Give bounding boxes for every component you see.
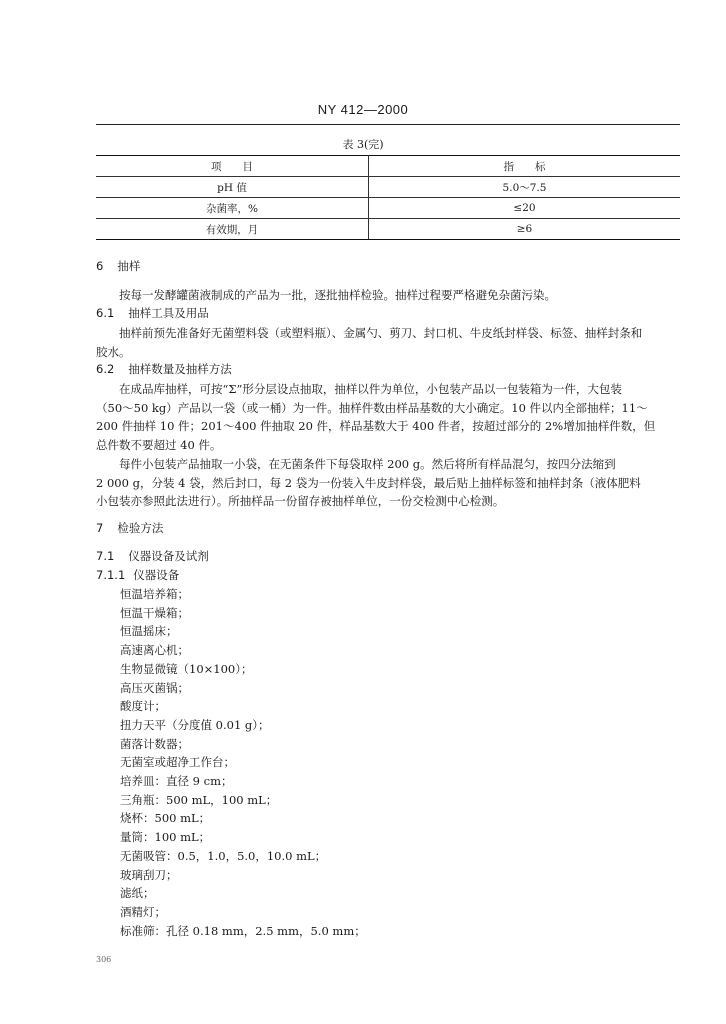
section-number: 6 <box>96 259 104 273</box>
section-number: 6.2 <box>96 362 115 376</box>
paragraph-line: 200 件抽样 10 件；201～400 件抽取 20 件，样品基数大于 400 件者，按超过部分的 2%增加抽样件数，但 <box>96 419 656 434</box>
section-title: 抽样 <box>117 259 141 273</box>
table-row <box>96 177 680 198</box>
list-item: 三角瓶：500 mL，100 mL； <box>120 792 278 807</box>
section-6-2-paragraph-1 <box>96 380 680 454</box>
list-item: 生物显微镜（10×100）； <box>120 661 253 676</box>
table-caption: 表 3(完) <box>342 138 384 151</box>
section-number: 7.1.1 <box>96 568 126 582</box>
section-7-1-heading <box>96 548 209 564</box>
section-number: 6.1 <box>96 306 115 320</box>
list-item: 烧杯：500 mL； <box>120 811 211 826</box>
paragraph-line: 小包装亦参照此法进行）。所抽样品一份留存被抽样单位，一份交检测中心检测。 <box>96 494 505 509</box>
list-item: 培养皿：直径 9 cm； <box>120 774 233 789</box>
paragraph-line: 总件数不要超过 40 件。 <box>96 437 222 452</box>
section-title: 抽样数量及抽样方法 <box>128 362 232 376</box>
list-item: 量筒：100 mL； <box>120 830 211 845</box>
list-item: 酸度计； <box>120 699 166 714</box>
list-item: 滤纸； <box>120 886 155 901</box>
paragraph-line: （50～50 kg）产品以一袋（或一桶）为一件。抽样件数由样品基数的大小确定。10 件以内全部抽样；11～ <box>96 400 648 415</box>
section-7-1-1-heading <box>96 567 179 583</box>
section-title: 检验方法 <box>117 521 164 535</box>
paragraph-line: 按每一发酵罐菌液制成的产品为一批，逐批抽样检验。抽样过程要严格避免杂菌污染。 <box>119 288 556 302</box>
section-6-intro <box>96 286 680 305</box>
list-item: 高速离心机； <box>120 643 189 658</box>
table-cell-spec: 5.0～7.5 <box>369 177 681 198</box>
section-7-heading <box>96 520 163 536</box>
list-item: 标准筛：孔径 0.18 mm，2.5 mm，5.0 mm； <box>120 923 366 938</box>
list-item: 无菌吸管：0.5，1.0，5.0，10.0 mL； <box>120 848 327 863</box>
section-number: 7.1 <box>96 549 115 563</box>
paragraph-line: 在成品库抽样，可按“Σ”形分层设点抽取，抽样以件为单位，小包装产品以一包装箱为一件，大包装 <box>119 382 622 396</box>
table-cell-item: 杂菌率，% <box>96 198 369 219</box>
section-6-2-heading <box>96 361 232 377</box>
list-item: 高压灭菌锅； <box>120 680 189 695</box>
section-title: 抽样工具及用品 <box>128 306 209 320</box>
paragraph-line: 2 000 g，分装 4 袋，然后封口，每 2 袋为一份装入牛皮封样袋，最后贴上抽样标签和抽样封条（液体肥料 <box>96 475 641 490</box>
paragraph-line: 每件小包装产品抽取一小袋，在无菌条件下每袋取样 200 g。然后将所有样品混匀，按四分法缩到 <box>119 457 616 471</box>
table-cell-spec: ≥6 <box>369 219 681 240</box>
table-cell-item: pH 值 <box>96 177 369 198</box>
section-6-1-heading <box>96 305 209 321</box>
list-item: 恒温培养箱； <box>120 587 189 601</box>
section-number: 7 <box>96 521 104 535</box>
standard-code: NY 412—2000 <box>317 102 409 117</box>
table-cell-spec: ≤20 <box>369 198 681 219</box>
table-cell-item: 有效期，月 <box>96 219 369 240</box>
section-title: 仪器设备及试剂 <box>128 549 209 563</box>
section-title: 仪器设备 <box>133 568 180 582</box>
page-number: 306 <box>96 955 112 964</box>
list-item: 无菌室或超净工作台； <box>120 755 235 770</box>
table-header-spec: 指 标 <box>369 156 681 177</box>
list-item: 扭力天平（分度值 0.01 g）； <box>120 717 270 732</box>
table-header-item: 项 目 <box>96 156 369 177</box>
table-row <box>96 198 680 219</box>
section-6-2-paragraph-2 <box>96 455 680 511</box>
list-item: 恒温干燥箱； <box>120 605 189 620</box>
table-row <box>96 219 680 240</box>
spec-table <box>96 155 680 240</box>
table-header-row <box>96 156 680 177</box>
section-6-heading <box>96 258 140 274</box>
paragraph-line: 抽样前预先准备好无菌塑料袋（或塑料瓶）、金属勺、剪刀、封口机、牛皮纸封样袋、标签、抽样封条和 <box>119 326 643 340</box>
section-6-1-paragraph <box>96 324 680 361</box>
header-rule <box>96 124 680 125</box>
paragraph-line: 胶水。 <box>96 344 131 359</box>
list-item: 玻璃刮刀； <box>120 867 178 882</box>
list-item: 菌落计数器； <box>120 736 189 751</box>
list-item: 酒精灯； <box>120 904 166 919</box>
list-item: 恒温摇床； <box>120 624 178 639</box>
equipment-list <box>120 585 366 940</box>
